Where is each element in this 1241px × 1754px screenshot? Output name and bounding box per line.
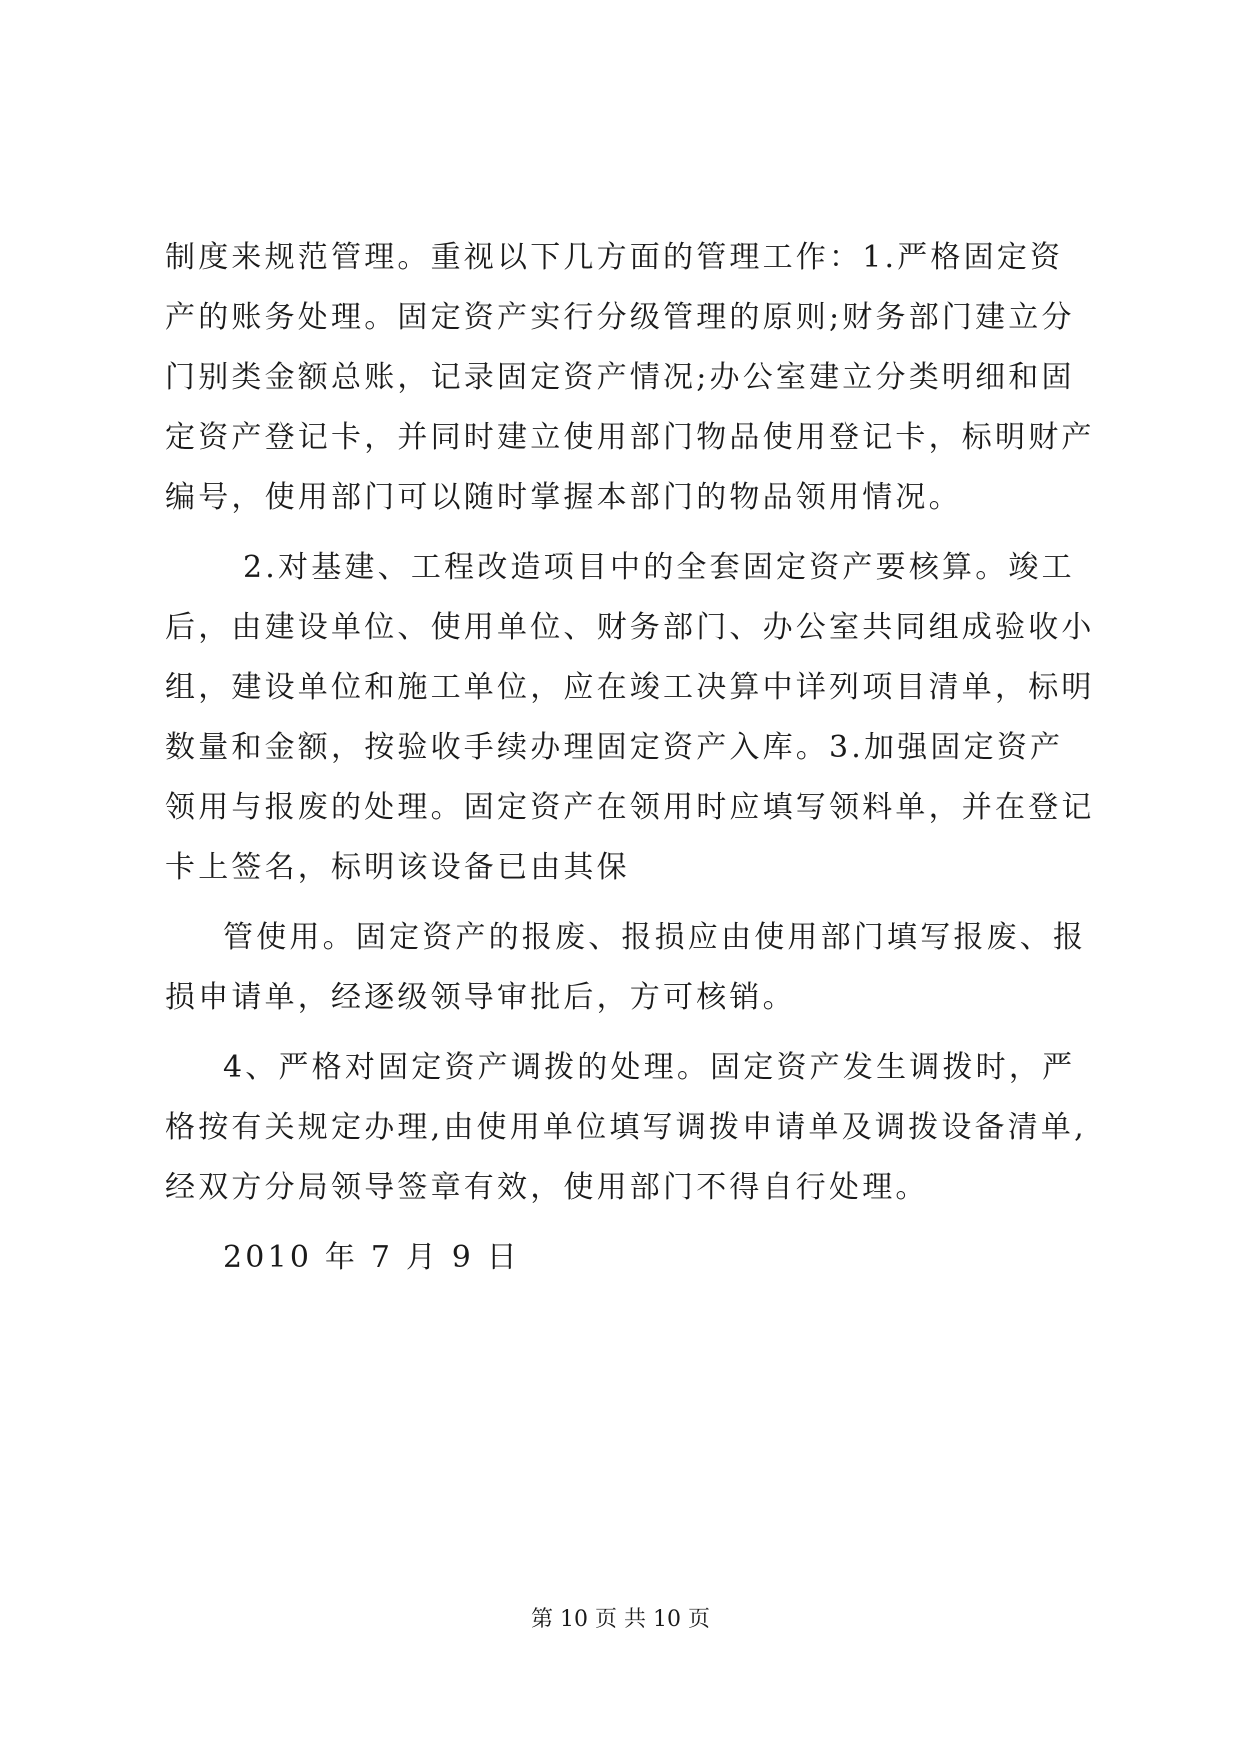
- text-line: 制度来规范管理。重视以下几方面的管理工作：1.严格固定资: [165, 240, 1064, 275]
- text-line: 管使用。固定资产的报废、报损应由使用部门填写报废、报: [223, 920, 1087, 955]
- text-line: 产的账务处理。固定资产实行分级管理的原则;财务部门建立分: [165, 300, 1075, 335]
- text-line: 组，建设单位和施工单位，应在竣工决算中详列项目清单，标明: [165, 670, 1095, 705]
- text-line: 经双方分局领导签章有效，使用部门不得自行处理。: [165, 1170, 929, 1205]
- text-line: 卡上签名，标明该设备已由其保: [165, 850, 630, 885]
- text-line: 损申请单，经逐级领导审批后，方可核销。: [165, 980, 796, 1015]
- text-line: 4、严格对固定资产调拨的处理。固定资产发生调拨时，严: [223, 1050, 1076, 1085]
- text-line: 2.对基建、工程改造项目中的全套固定资产要核算。竣工: [243, 550, 1075, 585]
- text-line: 门别类金额总账，记录固定资产情况;办公室建立分类明细和固: [165, 360, 1075, 395]
- text-line: 格按有关规定办理,由使用单位填写调拨申请单及调拨设备清单,: [165, 1110, 1087, 1145]
- text-line: 编号，使用部门可以随时掌握本部门的物品领用情况。: [165, 480, 962, 515]
- text-line: 领用与报废的处理。固定资产在领用时应填写领料单，并在登记: [165, 790, 1095, 825]
- text-line: 定资产登记卡，并同时建立使用部门物品使用登记卡，标明财产: [165, 420, 1095, 455]
- date-line: 2010 年 7 月 9 日: [223, 1240, 521, 1275]
- text-line: 数量和金额，按验收手续办理固定资产入库。3.加强固定资产: [165, 730, 1064, 765]
- document-body: [165, 228, 1095, 1288]
- page-footer: 第 10 页 共 10 页: [531, 1607, 710, 1632]
- text-line: 后，由建设单位、使用单位、财务部门、办公室共同组成验收小: [165, 610, 1095, 645]
